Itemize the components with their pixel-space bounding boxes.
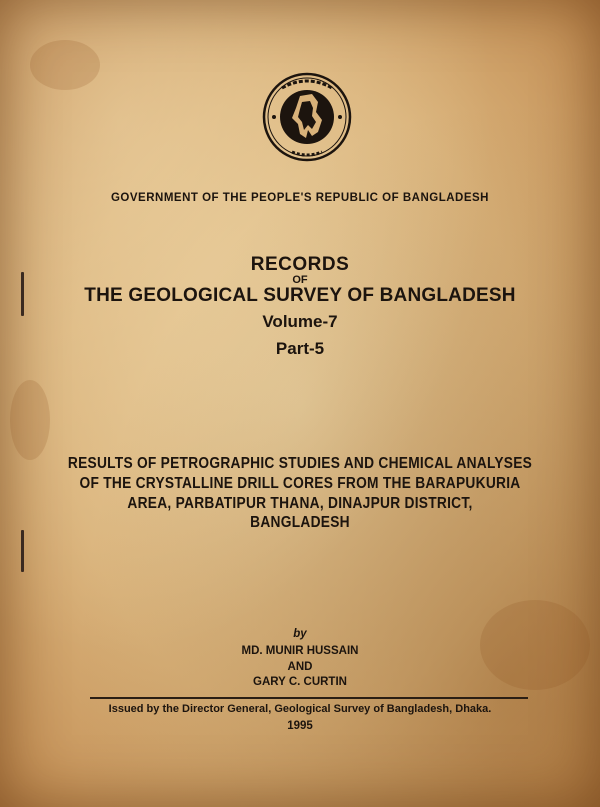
author-name: MD. MUNIR HUSSAIN: [241, 645, 359, 657]
series-records: RECORDS: [250, 254, 350, 275]
government-heading: GOVERNMENT OF THE PEOPLE'S REPUBLIC OF BANGLADESH: [110, 192, 489, 204]
volume-number: Volume-7: [262, 312, 338, 331]
series-organization: THE GEOLOGICAL SURVEY OF BANGLADESH: [84, 285, 516, 306]
issued-by: Issued by the Director General, Geological Survey of Bangladesh, Dhaka.: [108, 703, 492, 715]
series-of: OF: [292, 274, 308, 286]
paper-stain: [10, 380, 50, 460]
government-seal-icon: [262, 72, 352, 162]
title-line: AREA, PARBATIPUR THANA, DINAJPUR DISTRICT,: [127, 495, 473, 512]
publication-year: 1995: [287, 720, 313, 732]
title-line: BANGLADESH: [250, 514, 350, 531]
paper-stain: [30, 40, 100, 90]
title-line: OF THE CRYSTALLINE DRILL CORES FROM THE BARAPUKURIA: [79, 475, 521, 492]
staple-mark: [21, 530, 24, 572]
part-number: Part-5: [275, 339, 325, 358]
title-line: RESULTS OF PETROGRAPHIC STUDIES AND CHEMICAL ANALYSES: [67, 455, 533, 472]
author-name: GARY C. CURTIN: [253, 676, 347, 688]
divider: [90, 697, 528, 699]
by-label: by: [293, 628, 307, 640]
and-label: AND: [287, 661, 313, 673]
